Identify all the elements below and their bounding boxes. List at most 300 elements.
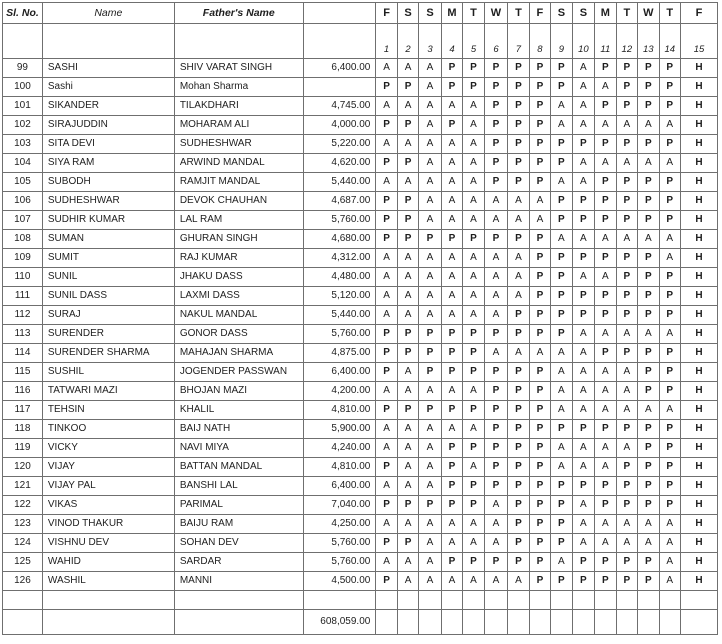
attendance-cell: P [463, 344, 484, 363]
sl-no-cell: 105 [3, 173, 43, 192]
day-number: 2 [397, 24, 418, 59]
attendance-cell: A [397, 515, 418, 534]
attendance-cell: P [441, 344, 462, 363]
attendance-cell: P [551, 135, 572, 154]
father-name-cell: MAHAJAN SHARMA [174, 344, 303, 363]
sl-no-cell: 104 [3, 154, 43, 173]
blank-cell [681, 591, 718, 610]
sl-no-cell: 106 [3, 192, 43, 211]
sl-no-cell: 119 [3, 439, 43, 458]
attendance-cell: P [529, 287, 550, 306]
blank-cell [376, 610, 397, 635]
day-number: 12 [616, 24, 637, 59]
attendance-cell: P [508, 116, 529, 135]
blank-cell [397, 610, 418, 635]
name-cell: SURENDER SHARMA [42, 344, 174, 363]
blank-cell [484, 591, 508, 610]
attendance-cell: A [441, 572, 462, 591]
attendance-cell: P [551, 477, 572, 496]
amount-cell: 4,687.00 [303, 192, 376, 211]
total-amount: 608,059.00 [303, 610, 376, 635]
father-name-cell: BAIJ NATH [174, 420, 303, 439]
amount-cell: 5,220.00 [303, 135, 376, 154]
attendance-cell: A [397, 97, 418, 116]
attendance-cell: A [484, 515, 508, 534]
father-name-cell: BANSHI LAL [174, 477, 303, 496]
attendance-cell: P [595, 249, 616, 268]
attendance-cell: A [572, 496, 595, 515]
attendance-cell: A [484, 268, 508, 287]
attendance-cell: P [638, 306, 659, 325]
attendance-cell: A [463, 211, 484, 230]
blank-cell [659, 610, 680, 635]
attendance-cell: P [529, 97, 550, 116]
table-row [3, 572, 718, 591]
weekday-header: S [572, 3, 595, 24]
attendance-cell: P [529, 306, 550, 325]
attendance-cell: H [681, 477, 718, 496]
amount-cell: 4,875.00 [303, 344, 376, 363]
attendance-cell: P [529, 382, 550, 401]
weekday-header: S [397, 3, 418, 24]
attendance-cell: P [376, 496, 397, 515]
attendance-cell: P [484, 420, 508, 439]
attendance-cell: A [616, 325, 637, 344]
attendance-cell: A [638, 325, 659, 344]
attendance-cell: A [551, 173, 572, 192]
attendance-cell: H [681, 344, 718, 363]
name-header: Name [42, 3, 174, 24]
sl-no-cell: 103 [3, 135, 43, 154]
attendance-cell: P [508, 97, 529, 116]
attendance-cell: A [572, 116, 595, 135]
attendance-cell: H [681, 382, 718, 401]
attendance-cell: P [659, 420, 680, 439]
attendance-cell: P [508, 154, 529, 173]
attendance-cell: A [376, 439, 397, 458]
attendance-cell: A [397, 363, 418, 382]
attendance-cell: A [441, 249, 462, 268]
attendance-cell: P [529, 135, 550, 154]
table-row [3, 458, 718, 477]
attendance-cell: P [508, 382, 529, 401]
attendance-cell: P [595, 211, 616, 230]
table-row [3, 230, 718, 249]
blank-cell [484, 610, 508, 635]
attendance-cell: P [529, 230, 550, 249]
attendance-cell: P [508, 477, 529, 496]
attendance-cell: P [529, 173, 550, 192]
blank-cell [681, 610, 718, 635]
attendance-cell: H [681, 230, 718, 249]
day-number: 13 [638, 24, 659, 59]
attendance-cell: P [529, 553, 550, 572]
attendance-cell: A [595, 78, 616, 97]
amount-cell: 4,240.00 [303, 439, 376, 458]
attendance-cell: A [508, 268, 529, 287]
attendance-cell: P [484, 97, 508, 116]
father-name-cell: BAIJU RAM [174, 515, 303, 534]
attendance-cell: P [376, 78, 397, 97]
attendance-cell: A [419, 78, 442, 97]
attendance-cell: A [616, 401, 637, 420]
attendance-cell: P [419, 325, 442, 344]
attendance-cell: A [572, 154, 595, 173]
attendance-cell: A [376, 306, 397, 325]
attendance-cell: A [572, 515, 595, 534]
attendance-cell: H [681, 458, 718, 477]
name-cell: WAHID [42, 553, 174, 572]
attendance-cell: A [595, 363, 616, 382]
table-row [3, 325, 718, 344]
attendance-cell: P [508, 420, 529, 439]
amount-cell: 4,000.00 [303, 116, 376, 135]
attendance-cell: A [397, 59, 418, 78]
father-name-cell: RAJ KUMAR [174, 249, 303, 268]
attendance-cell: P [376, 401, 397, 420]
attendance-cell: P [616, 553, 637, 572]
attendance-cell: P [484, 553, 508, 572]
attendance-cell: P [551, 192, 572, 211]
attendance-cell: P [508, 230, 529, 249]
father-name-cell: BHOJAN MAZI [174, 382, 303, 401]
attendance-cell: A [441, 135, 462, 154]
attendance-cell: P [529, 325, 550, 344]
name-cell: SIRAJUDDIN [42, 116, 174, 135]
attendance-cell: A [595, 401, 616, 420]
blank-cell [303, 591, 376, 610]
sl-no-cell: 107 [3, 211, 43, 230]
amount-cell: 5,440.00 [303, 306, 376, 325]
attendance-cell: P [551, 496, 572, 515]
attendance-cell: P [595, 572, 616, 591]
attendance-cell: P [616, 344, 637, 363]
amount-cell: 4,200.00 [303, 382, 376, 401]
attendance-cell: A [572, 230, 595, 249]
attendance-cell: A [572, 78, 595, 97]
table-row [3, 287, 718, 306]
attendance-cell: P [463, 439, 484, 458]
attendance-cell: A [397, 268, 418, 287]
attendance-cell: P [638, 249, 659, 268]
father-name-cell: MANNI [174, 572, 303, 591]
attendance-cell: P [616, 268, 637, 287]
blank-cell [638, 610, 659, 635]
attendance-cell: A [441, 268, 462, 287]
father-name-cell: DEVOK CHAUHAN [174, 192, 303, 211]
attendance-cell: A [376, 287, 397, 306]
attendance-cell: P [441, 401, 462, 420]
weekday-header: M [595, 3, 616, 24]
weekday-header: S [551, 3, 572, 24]
attendance-cell: P [441, 116, 462, 135]
table-row [3, 78, 718, 97]
attendance-cell: A [441, 306, 462, 325]
blank-cell [572, 591, 595, 610]
attendance-cell: A [397, 458, 418, 477]
father-name-cell: MOHARAM ALI [174, 116, 303, 135]
attendance-cell: P [441, 325, 462, 344]
attendance-register [2, 2, 718, 635]
attendance-cell: A [419, 192, 442, 211]
name-cell: VIJAY PAL [42, 477, 174, 496]
attendance-cell: P [484, 439, 508, 458]
attendance-cell: P [616, 249, 637, 268]
sl-no-cell: 110 [3, 268, 43, 287]
attendance-cell: P [659, 382, 680, 401]
attendance-cell: H [681, 401, 718, 420]
blank-cell [441, 591, 462, 610]
attendance-cell: P [419, 230, 442, 249]
attendance-cell: A [508, 211, 529, 230]
blank-cell [616, 591, 637, 610]
attendance-cell: P [659, 59, 680, 78]
name-cell: SUDHESHWAR [42, 192, 174, 211]
father-name-cell: RAMJIT MANDAL [174, 173, 303, 192]
attendance-cell: P [529, 534, 550, 553]
name-cell: SUNIL DASS [42, 287, 174, 306]
attendance-cell: P [376, 344, 397, 363]
attendance-cell: A [463, 287, 484, 306]
attendance-cell: A [376, 382, 397, 401]
sl-no-cell: 100 [3, 78, 43, 97]
day-number: 6 [484, 24, 508, 59]
attendance-cell: P [616, 477, 637, 496]
attendance-cell: P [484, 59, 508, 78]
sl-no-cell: 121 [3, 477, 43, 496]
sl-no-cell: 120 [3, 458, 43, 477]
attendance-cell: P [463, 496, 484, 515]
name-cell: SURAJ [42, 306, 174, 325]
attendance-cell: A [484, 344, 508, 363]
attendance-cell: P [419, 363, 442, 382]
attendance-cell: A [616, 363, 637, 382]
attendance-cell: A [463, 534, 484, 553]
table-row [3, 496, 718, 515]
weekday-header: T [659, 3, 680, 24]
sl-no-cell: 102 [3, 116, 43, 135]
attendance-cell: P [572, 211, 595, 230]
attendance-cell: A [484, 211, 508, 230]
attendance-cell: A [441, 287, 462, 306]
attendance-cell: A [529, 344, 550, 363]
blank-cell [376, 591, 397, 610]
blank-cell [508, 610, 529, 635]
weekday-header: F [529, 3, 550, 24]
amount-cell: 5,760.00 [303, 211, 376, 230]
attendance-cell: P [616, 173, 637, 192]
attendance-cell: A [484, 192, 508, 211]
attendance-cell: P [397, 211, 418, 230]
attendance-cell: A [638, 401, 659, 420]
amount-cell: 4,250.00 [303, 515, 376, 534]
attendance-cell: A [463, 268, 484, 287]
father-name-cell: JHAKU DASS [174, 268, 303, 287]
attendance-cell: P [595, 287, 616, 306]
attendance-cell: A [463, 420, 484, 439]
attendance-cell: P [441, 230, 462, 249]
name-cell: VICKY [42, 439, 174, 458]
attendance-cell: H [681, 496, 718, 515]
blank-cell [42, 24, 174, 59]
attendance-cell: P [572, 572, 595, 591]
table-row [3, 515, 718, 534]
attendance-cell: A [572, 59, 595, 78]
attendance-cell: P [659, 439, 680, 458]
attendance-cell: P [595, 59, 616, 78]
name-cell: SITA DEVI [42, 135, 174, 154]
attendance-cell: A [463, 572, 484, 591]
attendance-cell: A [419, 173, 442, 192]
sl-no-cell: 108 [3, 230, 43, 249]
attendance-cell: P [397, 230, 418, 249]
name-cell: SUMAN [42, 230, 174, 249]
attendance-cell: A [484, 249, 508, 268]
name-cell: VISHNU DEV [42, 534, 174, 553]
weekday-header: M [441, 3, 462, 24]
attendance-cell: A [484, 534, 508, 553]
attendance-cell: A [551, 116, 572, 135]
attendance-cell: A [397, 420, 418, 439]
sl-no-cell: 115 [3, 363, 43, 382]
attendance-cell: P [508, 173, 529, 192]
blank-cell [174, 591, 303, 610]
table-row [3, 420, 718, 439]
attendance-cell: P [595, 420, 616, 439]
blank-cell [303, 24, 376, 59]
attendance-cell: A [572, 534, 595, 553]
attendance-cell: A [551, 382, 572, 401]
attendance-cell: P [441, 439, 462, 458]
attendance-cell: P [484, 135, 508, 154]
attendance-cell: P [463, 59, 484, 78]
attendance-cell: P [376, 230, 397, 249]
attendance-cell: P [463, 363, 484, 382]
attendance-cell: A [572, 363, 595, 382]
attendance-cell: A [616, 154, 637, 173]
weekday-header: T [616, 3, 637, 24]
attendance-cell: A [572, 325, 595, 344]
amount-cell: 6,400.00 [303, 477, 376, 496]
attendance-cell: P [529, 363, 550, 382]
blank-cell [529, 591, 550, 610]
attendance-cell: P [638, 382, 659, 401]
attendance-cell: P [638, 287, 659, 306]
attendance-cell: P [572, 477, 595, 496]
father-name-cell: NAKUL MANDAL [174, 306, 303, 325]
attendance-cell: P [484, 382, 508, 401]
blank-cell [638, 591, 659, 610]
weekday-header: F [376, 3, 397, 24]
attendance-cell: H [681, 78, 718, 97]
amount-header [303, 3, 376, 24]
attendance-cell: A [397, 477, 418, 496]
attendance-cell: A [595, 230, 616, 249]
attendance-cell: A [441, 173, 462, 192]
attendance-cell: P [397, 192, 418, 211]
attendance-cell: P [659, 458, 680, 477]
attendance-cell: P [376, 572, 397, 591]
name-cell: SIYA RAM [42, 154, 174, 173]
table-row [3, 439, 718, 458]
attendance-cell: P [595, 135, 616, 154]
father-name-cell: SHIV VARAT SINGH [174, 59, 303, 78]
table-row [3, 534, 718, 553]
attendance-cell: P [638, 192, 659, 211]
attendance-cell: P [551, 249, 572, 268]
father-name-cell: PARIMAL [174, 496, 303, 515]
attendance-cell: A [638, 515, 659, 534]
attendance-cell: P [659, 268, 680, 287]
attendance-cell: A [551, 439, 572, 458]
blank-cell [551, 591, 572, 610]
attendance-cell: A [463, 154, 484, 173]
attendance-cell: A [659, 572, 680, 591]
attendance-cell: P [441, 458, 462, 477]
attendance-cell: A [551, 344, 572, 363]
attendance-cell: P [551, 325, 572, 344]
attendance-cell: A [572, 173, 595, 192]
sl-no-cell: 101 [3, 97, 43, 116]
attendance-cell: P [529, 439, 550, 458]
attendance-cell: P [551, 268, 572, 287]
attendance-cell: P [595, 496, 616, 515]
attendance-cell: H [681, 534, 718, 553]
attendance-cell: P [572, 553, 595, 572]
attendance-cell: A [508, 572, 529, 591]
attendance-cell: A [419, 268, 442, 287]
attendance-cell: H [681, 363, 718, 382]
attendance-cell: A [419, 477, 442, 496]
name-cell: SURENDER [42, 325, 174, 344]
attendance-cell: A [419, 458, 442, 477]
attendance-cell: P [572, 306, 595, 325]
attendance-cell: P [484, 401, 508, 420]
attendance-cell: A [397, 306, 418, 325]
attendance-cell: A [397, 572, 418, 591]
attendance-cell: P [638, 344, 659, 363]
attendance-cell: A [572, 344, 595, 363]
attendance-cell: A [397, 439, 418, 458]
attendance-cell: A [397, 249, 418, 268]
blank-cell [508, 591, 529, 610]
attendance-cell: P [595, 344, 616, 363]
attendance-cell: A [463, 192, 484, 211]
amount-cell: 4,312.00 [303, 249, 376, 268]
attendance-cell: H [681, 192, 718, 211]
attendance-cell: P [551, 306, 572, 325]
attendance-cell: P [638, 553, 659, 572]
name-cell: SUBODH [42, 173, 174, 192]
attendance-cell: H [681, 325, 718, 344]
attendance-cell: A [659, 116, 680, 135]
name-cell: SASHI [42, 59, 174, 78]
attendance-cell: P [638, 439, 659, 458]
attendance-cell: A [484, 306, 508, 325]
attendance-cell: P [508, 363, 529, 382]
day-number: 11 [595, 24, 616, 59]
attendance-cell: P [376, 325, 397, 344]
attendance-cell: H [681, 268, 718, 287]
attendance-cell: H [681, 515, 718, 534]
attendance-cell: P [551, 420, 572, 439]
attendance-cell: A [419, 439, 442, 458]
attendance-cell: P [397, 78, 418, 97]
name-cell: TATWARI MAZI [42, 382, 174, 401]
amount-cell: 5,900.00 [303, 420, 376, 439]
name-cell: VINOD THAKUR [42, 515, 174, 534]
blank-row [3, 591, 718, 610]
